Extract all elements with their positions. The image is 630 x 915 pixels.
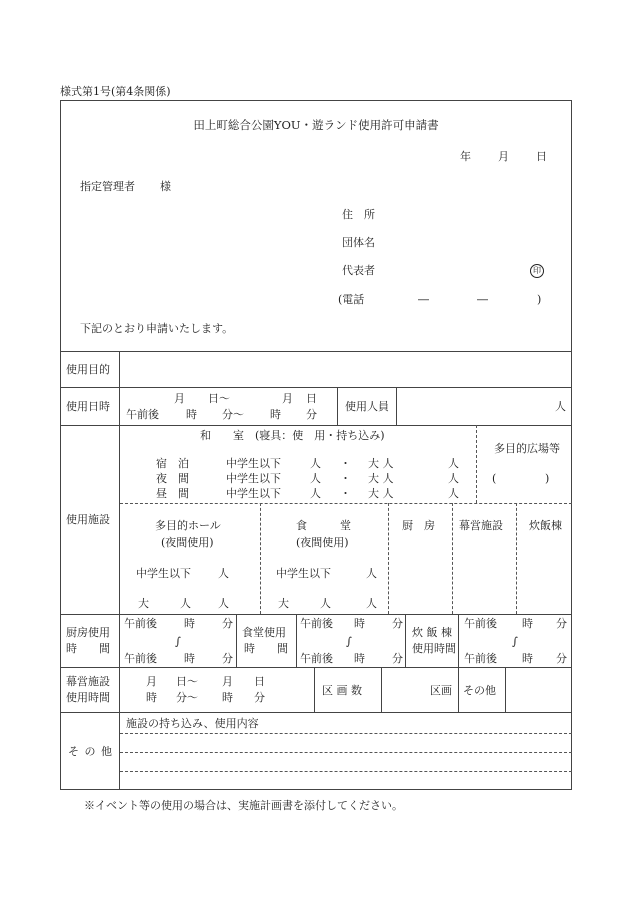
cook-to-min: 分 [556, 652, 567, 665]
camp-min-2: 分 [254, 691, 265, 704]
camp-month: 月 [146, 675, 157, 688]
day-unit: 人 [310, 487, 321, 500]
dining-to-min: 分 [392, 652, 403, 665]
day-type: 昼 間 [156, 487, 189, 500]
camp-label: 幕営施設 [459, 519, 503, 532]
dining-junior: 中学生以下 [276, 567, 331, 580]
hall-unit: 人 [218, 567, 229, 580]
kitchen-from-ampm: 午前後 [124, 617, 157, 630]
dining-to-ampm: 午前後 [300, 652, 333, 665]
dt-min-from: 分～ [222, 408, 244, 421]
address-label: 住 所 [342, 208, 375, 221]
kitchen-tilde: ∫ [175, 635, 181, 648]
cook-tilde: ∫ [512, 635, 518, 648]
date-day-label: 日 [536, 150, 547, 163]
seal-mark: 印 [530, 264, 544, 278]
section-unit: 区画 [430, 684, 452, 697]
dining-from-hour: 時 [354, 617, 365, 630]
other-label: そ の 他 [68, 745, 113, 758]
night-unit: 人 [310, 472, 321, 485]
stay-type: 宿 泊 [156, 457, 189, 470]
dining-unit: 人 [366, 567, 377, 580]
hall-label: 多目的ホール [155, 519, 221, 532]
dining-to-hour: 時 [354, 652, 365, 665]
dining-night: (夜間使用) [296, 536, 349, 549]
kitchen-label: 厨 房 [402, 519, 435, 532]
representative-label: 代表者 [342, 264, 375, 277]
camp-day-from: 日～ [176, 675, 198, 688]
hall-junior: 中学生以下 [136, 567, 191, 580]
dt-hour-2: 時 [270, 408, 281, 421]
dt-month-2: 月 [282, 392, 293, 405]
seal-icon [530, 264, 544, 278]
day-adult: 大 人 [368, 487, 394, 500]
dining-time-label-1: 食堂使用 [242, 626, 286, 639]
cook-time-label-1: 炊 飯 棟 [412, 626, 452, 639]
other-facility-label: その他 [463, 684, 496, 697]
dt-day-2: 日 [306, 392, 317, 405]
hall-unit-2: 人 [180, 597, 191, 610]
other-content-field[interactable] [121, 734, 570, 788]
day-dot: ・ [340, 487, 351, 500]
dining-unit-3: 人 [366, 597, 377, 610]
night-unit-2: 人 [448, 472, 459, 485]
group-name-label: 団体名 [342, 236, 375, 249]
footer-note: ※イベント等の使用の場合は、実施計画書を添付してください。 [84, 799, 403, 812]
stay-unit: 人 [310, 457, 321, 470]
washitsu-title: 和 室 (寝具：使 用・持ち込み) [200, 429, 385, 442]
dining-tilde: ∫ [346, 635, 352, 648]
camp-hour-2: 時 [222, 691, 233, 704]
phone-dash-1: ― [418, 293, 429, 306]
plaza-close: ) [545, 472, 550, 485]
dining-adult: 大 [278, 597, 289, 610]
night-type: 夜 間 [156, 472, 189, 485]
cook-from-hour: 時 [522, 617, 533, 630]
datetime-label: 使用日時 [66, 400, 110, 413]
stay-dot: ・ [340, 457, 351, 470]
request-text: 下記のとおり申請いたします。 [80, 322, 234, 335]
phone-close: ) [537, 293, 542, 306]
section-count-label: 区 画 数 [322, 684, 362, 697]
facility-label: 使用施設 [66, 513, 110, 526]
cook-time-label-2: 使用時間 [412, 642, 456, 655]
stay-adult: 大 人 [368, 457, 394, 470]
cook-from-ampm: 午前後 [464, 617, 497, 630]
purpose-field[interactable] [121, 353, 570, 385]
dining-label: 食 堂 [296, 519, 351, 532]
purpose-label: 使用目的 [66, 363, 110, 376]
stay-unit-2: 人 [448, 457, 459, 470]
camp-day-2: 日 [254, 675, 265, 688]
hall-night: (夜間使用) [161, 536, 214, 549]
other-content-label: 施設の持ち込み、使用内容 [126, 717, 259, 730]
camp-time-label-2: 使用時間 [66, 691, 110, 704]
cook-to-hour: 時 [522, 652, 533, 665]
dining-time-label-2: 時 間 [244, 642, 288, 655]
dt-day-from: 日～ [208, 392, 230, 405]
camp-min-from: 分～ [176, 691, 198, 704]
camp-time-label-1: 幕営施設 [66, 675, 110, 688]
people-label: 使用人員 [345, 400, 389, 413]
dt-ampm: 午前後 [126, 408, 159, 421]
kitchen-time-label-1: 厨房使用 [66, 626, 110, 639]
camp-hour: 時 [146, 691, 157, 704]
addressee: 指定管理者 [80, 180, 135, 193]
date-month-label: 月 [498, 150, 509, 163]
cook-from-min: 分 [556, 617, 567, 630]
kitchen-from-min: 分 [222, 617, 233, 630]
hall-unit-3: 人 [218, 597, 229, 610]
kitchen-to-min: 分 [222, 652, 233, 665]
kitchen-to-hour: 時 [184, 652, 195, 665]
phone-label: (電話 [338, 293, 365, 306]
kitchen-from-hour: 時 [184, 617, 195, 630]
day-junior: 中学生以下 [226, 487, 281, 500]
night-junior: 中学生以下 [226, 472, 281, 485]
day-unit-2: 人 [448, 487, 459, 500]
dining-from-ampm: 午前後 [300, 617, 333, 630]
camp-month-2: 月 [222, 675, 233, 688]
plaza-open: ( [492, 472, 497, 485]
dt-min-2: 分 [306, 408, 317, 421]
night-adult: 大 人 [368, 472, 394, 485]
dt-month: 月 [174, 392, 185, 405]
people-unit: 人 [555, 400, 566, 413]
cooking-label: 炊飯棟 [529, 519, 562, 532]
form-number: 様式第1号(第4条関係) [60, 85, 171, 98]
date-year-label: 年 [460, 150, 471, 163]
kitchen-time-label-2: 時 間 [66, 642, 110, 655]
night-dot: ・ [340, 472, 351, 485]
stay-junior: 中学生以下 [226, 457, 281, 470]
kitchen-to-ampm: 午前後 [124, 652, 157, 665]
phone-dash-2: ― [477, 293, 488, 306]
dining-unit-2: 人 [320, 597, 331, 610]
dt-hour: 時 [186, 408, 197, 421]
dining-from-min: 分 [392, 617, 403, 630]
plaza-label: 多目的広場等 [494, 442, 560, 455]
form-title: 田上町総合公園YOU・遊ランド使用許可申請書 [193, 118, 439, 132]
addressee-suffix: 様 [160, 180, 171, 193]
hall-adult: 大 [138, 597, 149, 610]
cook-to-ampm: 午前後 [464, 652, 497, 665]
